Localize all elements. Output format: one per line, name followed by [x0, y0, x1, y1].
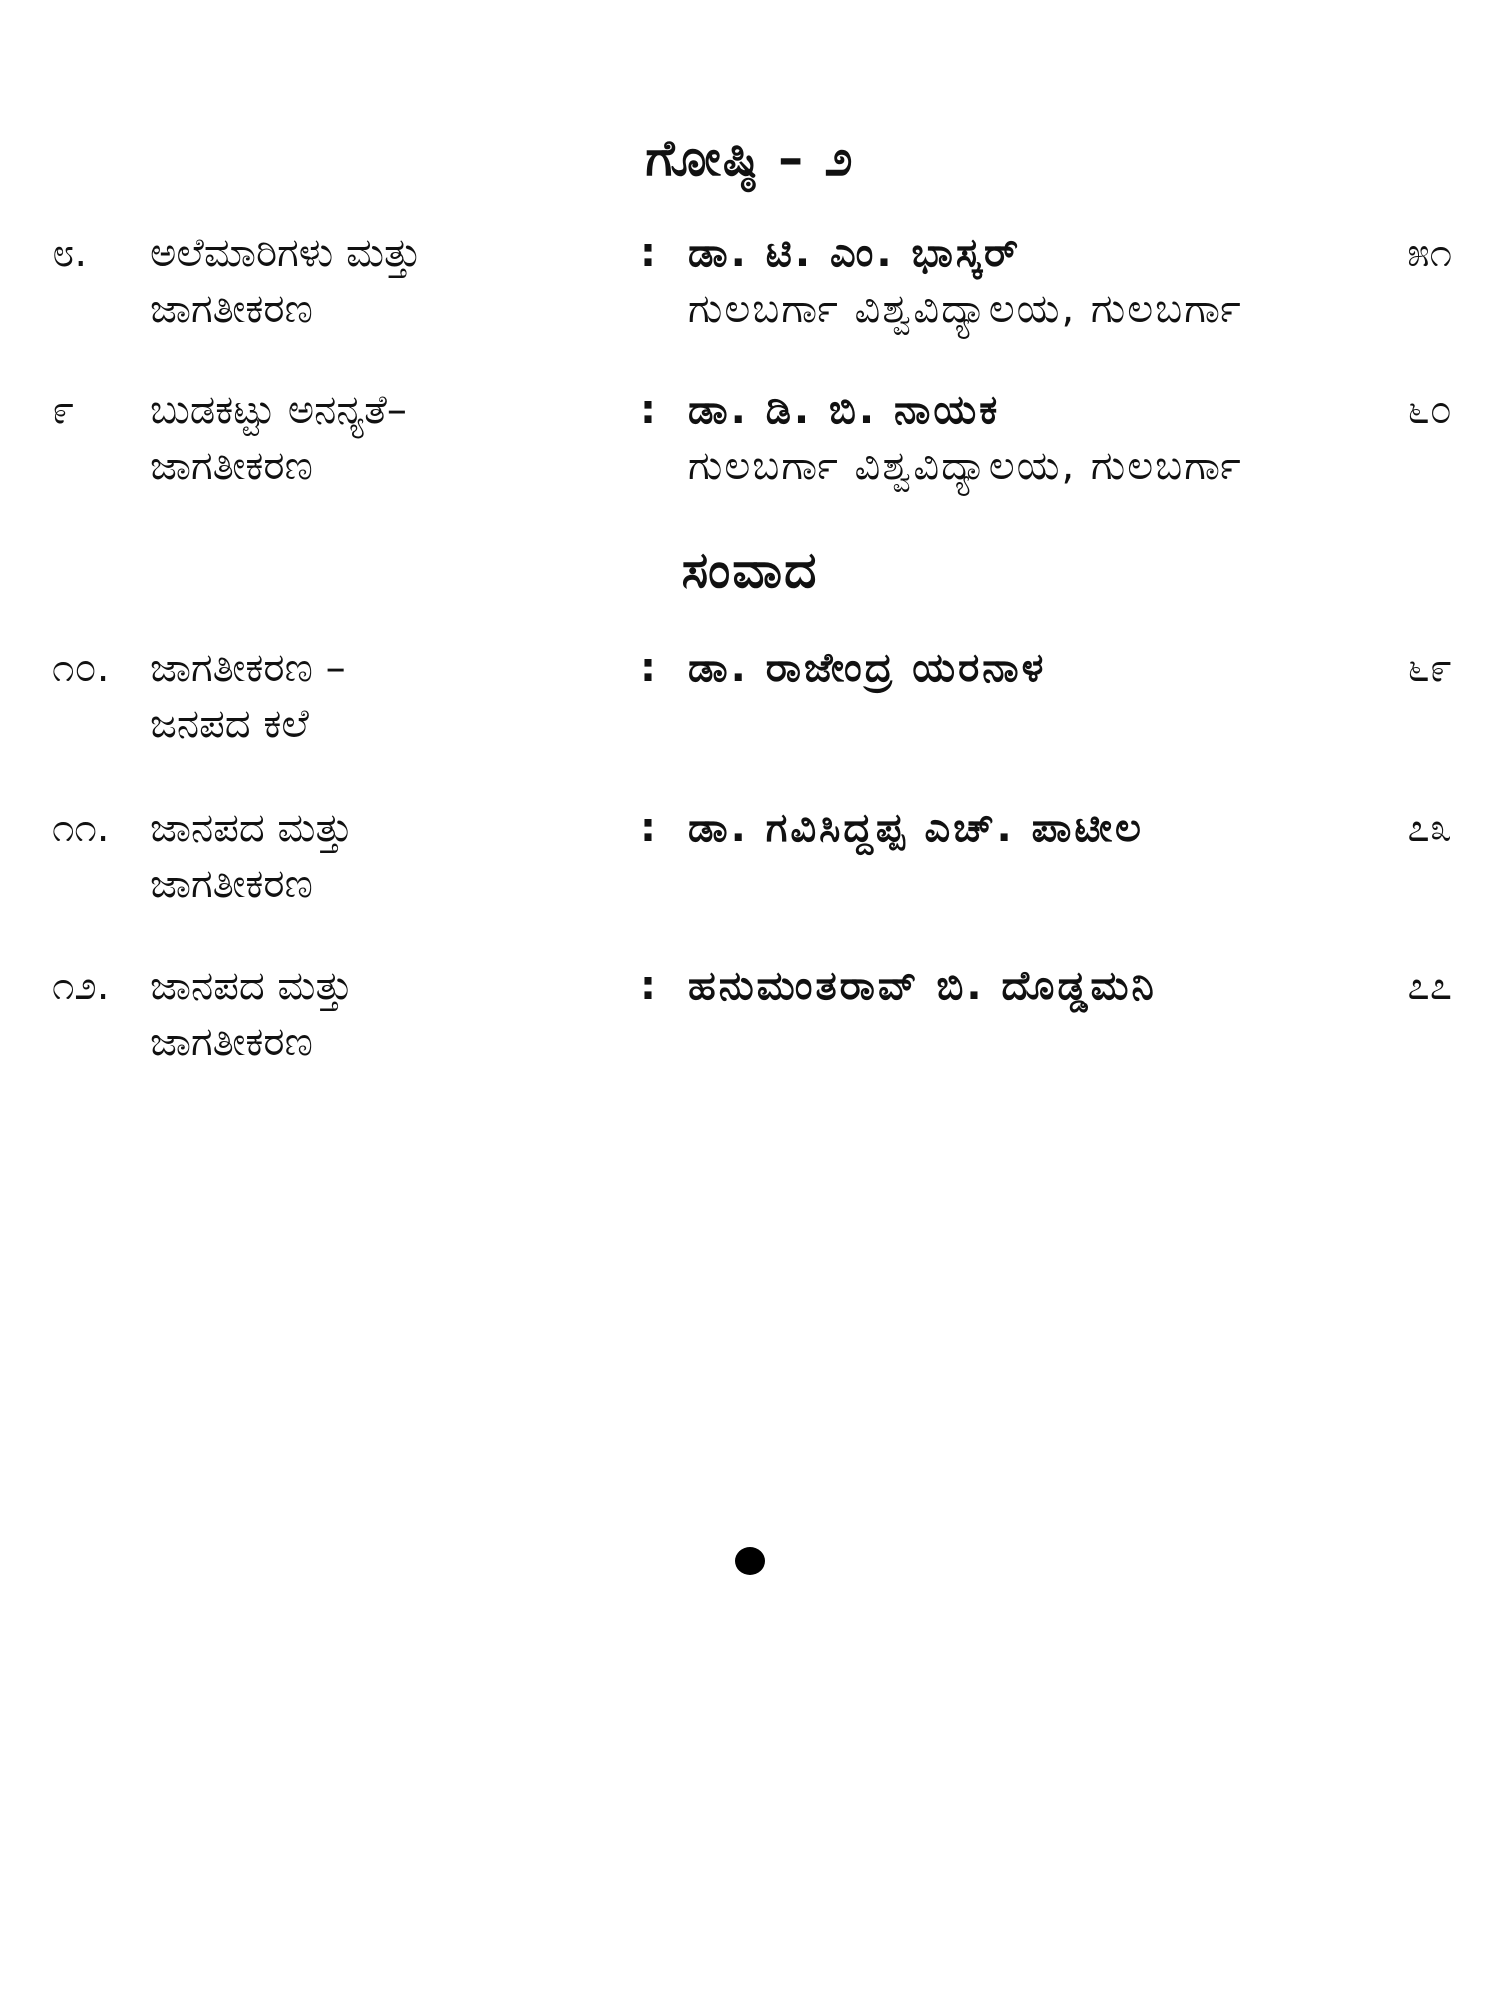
entry-title — [150, 382, 630, 494]
entry-page-number: ೬೯ — [1407, 645, 1452, 691]
entry-author-block — [688, 958, 1338, 1014]
toc-entry-12 — [0, 958, 1500, 1098]
entry-number: ೧೧. — [52, 805, 110, 851]
entry-page-number: ೭೭ — [1407, 963, 1452, 1009]
entry-colon: : — [640, 805, 656, 851]
entry-title-line-2: ಜಾಗತೀಕರಣ — [150, 1019, 313, 1065]
entry-number: ೯ — [52, 387, 75, 433]
entry-title — [150, 958, 630, 1070]
entry-author-block — [688, 800, 1338, 856]
entry-title-line-2: ಜಾಗತೀಕರಣ — [150, 443, 313, 489]
entry-title-line-2: ಜನಪದ ಕಲೆ — [150, 701, 309, 747]
entry-title-line-1: ಬುಡಕಟ್ಟು ಅನನ್ಯತೆ– — [150, 387, 407, 433]
entry-title — [150, 640, 630, 752]
toc-entry-10 — [0, 640, 1500, 780]
entry-page-number: ೫೧ — [1407, 230, 1452, 276]
entry-title-line-1: ಅಲೆಮಾರಿಗಳು ಮತ್ತು — [150, 230, 422, 276]
entry-title-line-1: ಜಾನಪದ ಮತ್ತು — [150, 963, 353, 1009]
entry-author: ಡಾ. ಗವಿಸಿದ್ದಪ್ಪ ಎಚ್. ಪಾಟೀಲ — [688, 805, 1144, 851]
entry-author: ಡಾ. ಡಿ. ಬಿ. ನಾಯಕ — [688, 387, 1001, 433]
entry-affiliation: ಗುಲಬರ್ಗಾ ವಿಶ್ವವಿದ್ಯಾಲಯ, ಗುಲಬರ್ಗಾ — [688, 443, 1243, 489]
bullet-dot-ornament — [735, 1547, 765, 1575]
entry-number: ೮. — [52, 230, 88, 276]
toc-entry-11 — [0, 800, 1500, 940]
entry-author-block — [688, 640, 1338, 696]
entry-title — [150, 800, 630, 912]
entry-page-number: ೭೩ — [1407, 805, 1452, 851]
toc-entry-8 — [0, 225, 1500, 365]
entry-colon: : — [640, 230, 656, 276]
entry-author-block — [688, 225, 1338, 337]
entry-number: ೧೨. — [52, 963, 110, 1009]
entry-title-line-2: ಜಾಗತೀಕರಣ — [150, 861, 313, 907]
entry-title — [150, 225, 630, 337]
entry-colon: : — [640, 387, 656, 433]
entry-title-line-1: ಜಾಗತೀಕರಣ – — [150, 645, 346, 691]
toc-entry-9 — [0, 382, 1500, 522]
entry-title-line-2: ಜಾಗತೀಕರಣ — [150, 286, 313, 332]
entry-number: ೧೦. — [52, 645, 110, 691]
entry-author: ಹನುಮಂತರಾವ್ ಬಿ. ದೊಡ್ಡಮನಿ — [688, 963, 1157, 1009]
entry-author: ಡಾ. ರಾಜೇಂದ್ರ ಯರನಾಳ — [688, 645, 1047, 691]
entry-colon: : — [640, 645, 656, 691]
entry-title-line-1: ಜಾನಪದ ಮತ್ತು — [150, 805, 353, 851]
section-heading-samvada: ಸಂವಾದ — [681, 541, 819, 599]
entry-colon: : — [640, 963, 656, 1009]
entry-author-block — [688, 382, 1338, 494]
entry-author: ಡಾ. ಟಿ. ಎಂ. ಭಾಸ್ಕರ್ — [688, 230, 1022, 276]
entry-affiliation: ಗುಲಬರ್ಗಾ ವಿಶ್ವವಿದ್ಯಾಲಯ, ಗುಲಬರ್ಗಾ — [688, 286, 1243, 332]
section-heading-goshti-2: ಗೋಷ್ಠಿ – ೨ — [645, 129, 855, 187]
entry-page-number: ೬೦ — [1407, 387, 1452, 433]
